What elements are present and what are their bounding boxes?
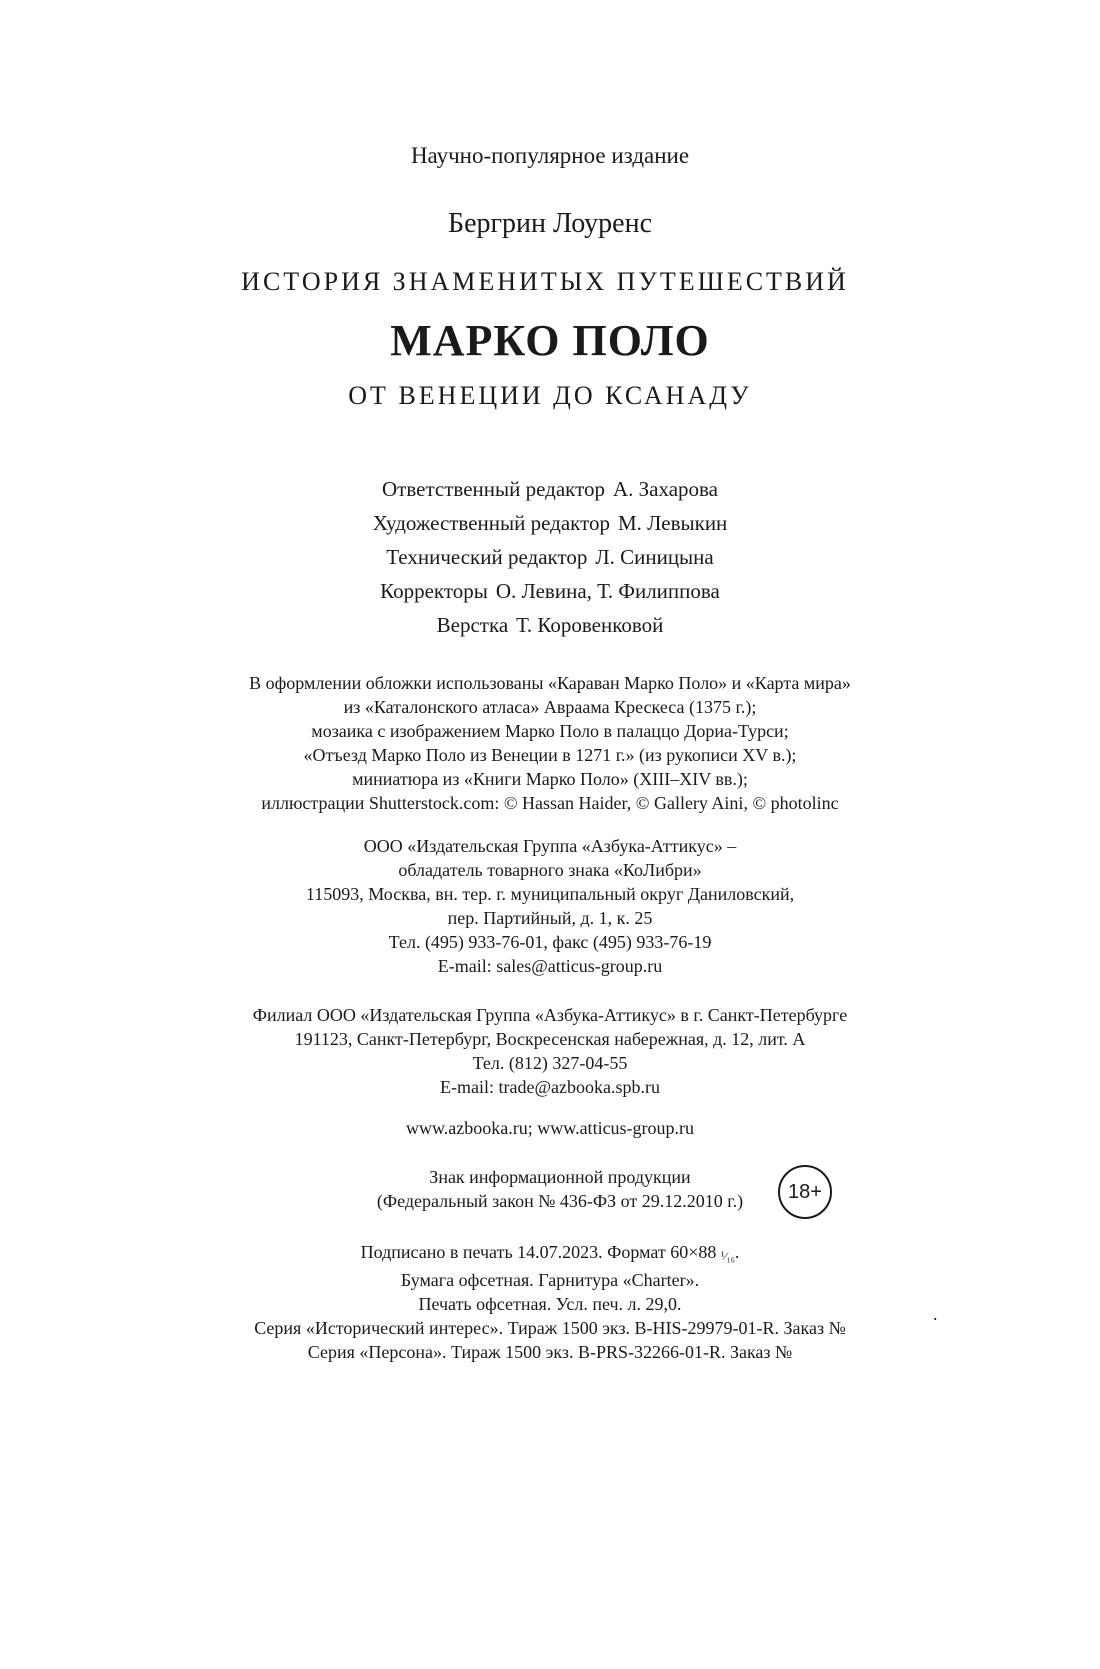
credit-person: М. Левыкин (618, 511, 728, 535)
publisher-line: 115093, Москва, вн. тер. г. муниципальный округ Даниловский, (305, 884, 795, 904)
branch-info (0, 1003, 1100, 1099)
cover-credit-line: из «Каталонского атласа» Авраама Крескеса (1375 г.); (343, 697, 757, 717)
branch-line: Филиал ООО «Издательская Группа «Азбука-Аттикус» в г. Санкт-Петербурге (252, 1005, 848, 1025)
credits-list (0, 472, 1100, 642)
publisher-line: обладатель товарного знака «КоЛибри» (398, 860, 702, 880)
publisher-email: E-mail: sales@atticus-group.ru (437, 956, 663, 976)
print-format-line (0, 1240, 1100, 1268)
cover-credit-line: мозаика с изображением Марко Поло в палаццо Дориа-Турси; (311, 721, 789, 741)
printing-line: Печать офсетная. Усл. печ. л. 29,0. (418, 1294, 682, 1314)
credit-person: О. Левина, Т. Филиппова (495, 579, 720, 603)
publisher-info (0, 834, 1100, 978)
credit-role: Ответственный редактор (382, 477, 605, 501)
credit-row (0, 472, 1100, 506)
publisher-websites: www.azbooka.ru; www.atticus-group.ru (405, 1118, 695, 1138)
series-order-line: Серия «Персона». Тираж 1500 экз. B-PRS-32266-01-R. Заказ № (307, 1342, 793, 1362)
credit-role: Корректоры (380, 579, 488, 603)
age-rating-badge: 18+ (778, 1165, 832, 1219)
branch-line: Тел. (812) 327-04-55 (472, 1053, 628, 1073)
publisher-line: Тел. (495) 933-76-01, факс (495) 933-76-19 (388, 932, 712, 952)
book-subtitle: ОТ ВЕНЕЦИИ ДО КСАНАДУ (348, 381, 752, 410)
info-product-marking (340, 1165, 780, 1213)
marking-law-reference: (Федеральный закон № 436-ФЗ от 29.12.2010 г.) (376, 1191, 744, 1211)
format-fraction: ¹⁄₁₆ (720, 1249, 735, 1263)
cover-credit-line: В оформлении обложки использованы «Караван Марко Поло» и «Карта мира» (249, 673, 851, 693)
credit-row (0, 540, 1100, 574)
credit-person: А. Захарова (612, 477, 718, 501)
credit-row (0, 506, 1100, 540)
credit-role: Технический редактор (386, 545, 588, 569)
publisher-line: пер. Партийный, д. 1, к. 25 (447, 908, 653, 928)
cover-credits (0, 671, 1100, 815)
series-order-line: Серия «Исторический интерес». Тираж 1500 экз. B-HIS-29979-01-R. Заказ № (254, 1318, 846, 1338)
branch-line: 191123, Санкт-Петербург, Воскресенская набережная, д. 12, лит. А (294, 1029, 806, 1049)
stray-mark: . (933, 1304, 938, 1324)
print-signed-end: . (734, 1242, 740, 1262)
branch-email: E-mail: trade@azbooka.spb.ru (440, 1077, 660, 1097)
credit-person: Т. Коровенковой (516, 613, 664, 637)
credit-row (0, 608, 1100, 642)
paper-line: Бумага офсетная. Гарнитура «Charter». (400, 1270, 700, 1290)
credit-role: Художественный редактор (372, 511, 610, 535)
book-author: Бергрин Лоуренс (447, 208, 653, 239)
credit-role: Верстка (436, 613, 509, 637)
marking-label: Знак информационной продукции (429, 1167, 691, 1187)
edition-type: Научно-популярное издание (410, 143, 690, 168)
credit-row (0, 574, 1100, 608)
book-title: МАРКО ПОЛО (390, 316, 710, 365)
print-signed: Подписано в печать 14.07.2023. Формат 60×88 (360, 1242, 717, 1262)
cover-credit-line: «Отъезд Марко Поло из Венеции в 1271 г.» (из рукописи XV в.); (303, 745, 797, 765)
series-title: ИСТОРИЯ ЗНАМЕНИТЫХ ПУТЕШЕСТВИЙ (241, 267, 849, 296)
credit-person: Л. Синицына (595, 545, 714, 569)
cover-credit-line: иллюстрации Shutterstock.com: © Hassan Haider, © Gallery Aini, © photolinc (261, 793, 839, 813)
publisher-line: ООО «Издательская Группа «Азбука-Аттикус» – (363, 836, 737, 856)
cover-credit-line: миниатюра из «Книги Марко Поло» (XIII–XIV вв.); (352, 769, 748, 789)
